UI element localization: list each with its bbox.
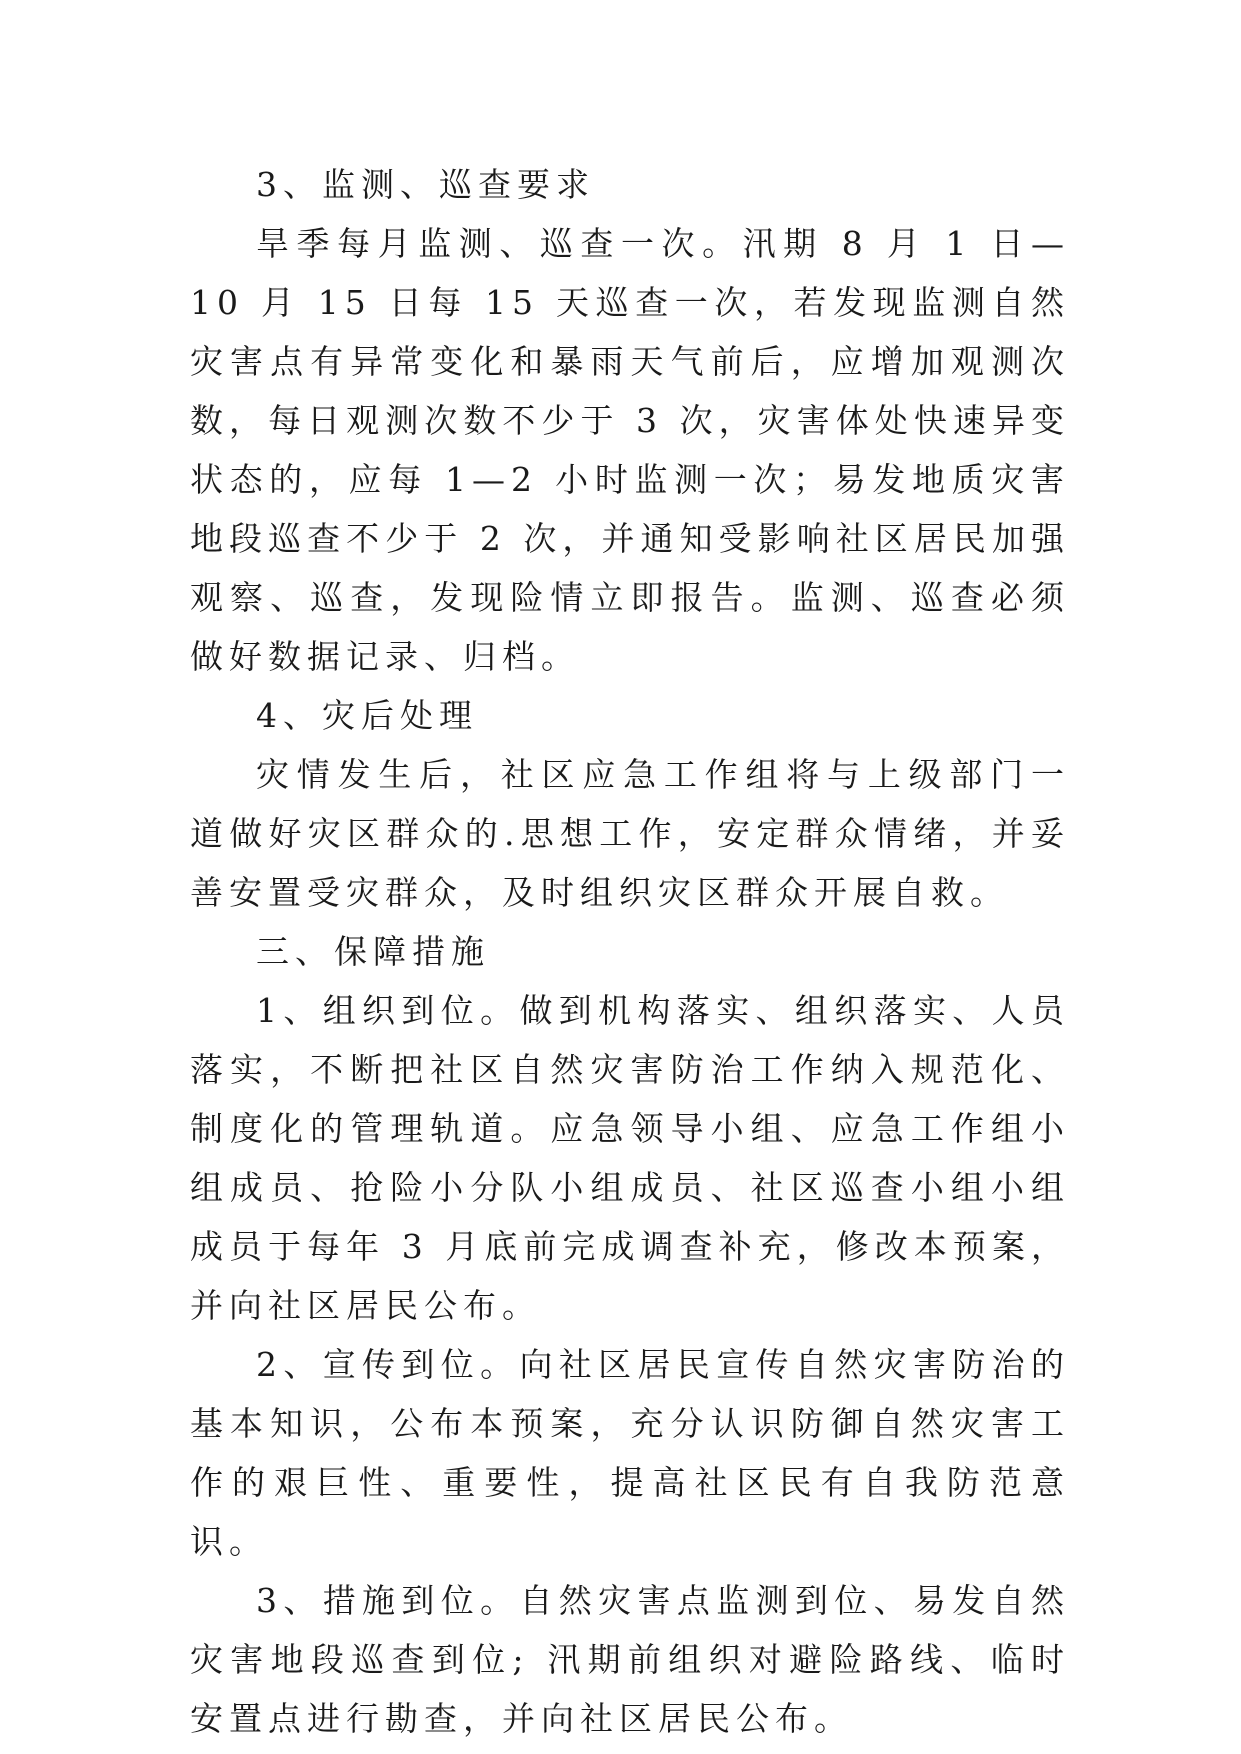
paragraph-organization: 1、组织到位。做到机构落实、组织落实、人员落实，不断把社区自然灾害防治工作纳入规范化、制度化的管理轨道。应急领导小组、应急工作组小组成员、抢险小分队小组成员、社区巡查小组小组成员于每年 3 月底前完成调查补充，修改本预案，并向社区居民公布。 xyxy=(190,991,1070,1325)
section-heading-monitoring: 3、监测、巡查要求 xyxy=(256,165,595,204)
section-heading-post-disaster: 4、灾后处理 xyxy=(256,696,478,735)
paragraph-monitoring-requirements: 旱季每月监测、巡查一次。汛期 8 月 1 日—10 月 15 日每 15 天巡查一次，若发现监测自然灾害点有异常变化和暴雨天气前后，应增加观测次数，每日观测次数不少于 3 次，灾害体处快速异变状态的，应每 1—2 小时监测一次；易发地质灾害地段巡查不少于 2 次，并通知受影响社区居民加强观察、巡查，发现险情立即报告。监测、巡查必须做好数据记录、归档。 xyxy=(190,224,1070,676)
paragraph-publicity: 2、宣传到位。向社区居民宣传自然灾害防治的基本知识，公布本预案，充分认识防御自然灾害工作的艰巨性、重要性，提高社区民有自我防范意识。 xyxy=(190,1345,1070,1561)
paragraph-post-disaster-handling: 灾情发生后，社区应急工作组将与上级部门一道做好灾区群众的.思想工作，安定群众情绪，并妥善安置受灾群众，及时组织灾区群众开展自救。 xyxy=(190,755,1070,912)
document-body xyxy=(190,155,1070,1748)
section-heading-safeguards: 三、保障措施 xyxy=(256,932,490,971)
paragraph-measures: 3、措施到位。自然灾害点监测到位、易发自然灾害地段巡查到位; 汛期前组织对避险路线、临时安置点进行勘查，并向社区居民公布。 xyxy=(190,1581,1070,1738)
